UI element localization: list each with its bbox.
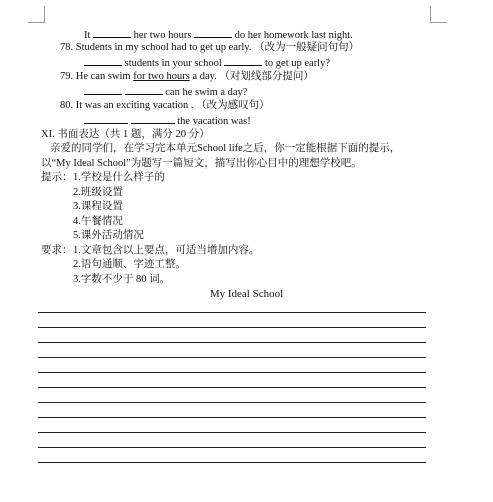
writing-line [38, 357, 426, 358]
page-corner-mark-right [430, 6, 447, 23]
answer-blank [131, 113, 175, 124]
writing-line [38, 462, 426, 463]
answer-blank [224, 55, 262, 66]
hints-label: 提示： [41, 172, 73, 183]
question-80-answer: the vacation was! [84, 113, 251, 128]
requirement-item: 1.文章包含以上要点，可适当增加内容。 [73, 245, 260, 256]
question-77-line: It her two hours do her homework last night. [84, 27, 353, 42]
hint-item: 3.课程设置 [73, 201, 123, 212]
section-intro-line-1: 亲爱的同学们，在学习完本单元School life之后，你一定能根据下面的提示， [50, 143, 401, 154]
section-intro-line-2: 以“My Ideal School”为题写一篇短文，描写出你心目中的理想学校吧。 [41, 158, 362, 169]
hint-item: 4.午餐情况 [73, 216, 123, 227]
answer-blank [93, 27, 131, 38]
essay-title: My Ideal School [209, 288, 284, 300]
writing-line [38, 387, 426, 388]
answer-blank [194, 27, 232, 38]
answer-blank [84, 113, 128, 124]
hint-item: 2.班级设置 [73, 187, 123, 198]
question-78: 78. Students in my school had to get up early. （改为一般疑问句句） [60, 42, 360, 53]
hint-item: 5.课外活动情况 [73, 230, 144, 241]
requirement-item: 3.字数不少于 80 词。 [73, 274, 171, 285]
hint-item: 1.学校是什么样子的 [73, 172, 165, 183]
requirement-item: 2.语句通顺、字迹工整。 [73, 259, 186, 270]
writing-line [38, 327, 426, 328]
answer-blank [84, 55, 122, 66]
writing-line [38, 432, 426, 433]
writing-line [38, 402, 426, 403]
requirements-label: 要求： [41, 245, 73, 256]
page-corner-mark-left [28, 6, 45, 23]
question-80: 80. It was an exciting vacation . （改为感叹句） [60, 100, 270, 111]
writing-line [38, 447, 426, 448]
writing-line [38, 312, 426, 313]
writing-line [38, 372, 426, 373]
answer-blank [84, 84, 122, 95]
underlined-phrase: for two hours [133, 71, 190, 82]
writing-line [38, 342, 426, 343]
writing-line [38, 417, 426, 418]
answer-blank [125, 84, 163, 95]
question-78-answer: students in your school to get up early? [84, 55, 330, 70]
section-heading: XI. 书面表达（共 1 题，满分 20 分） [41, 129, 210, 140]
question-79: 79. He can swim for two hours a day. （对划线部分提问） [60, 71, 314, 82]
question-79-answer: can he swim a day? [84, 84, 247, 99]
